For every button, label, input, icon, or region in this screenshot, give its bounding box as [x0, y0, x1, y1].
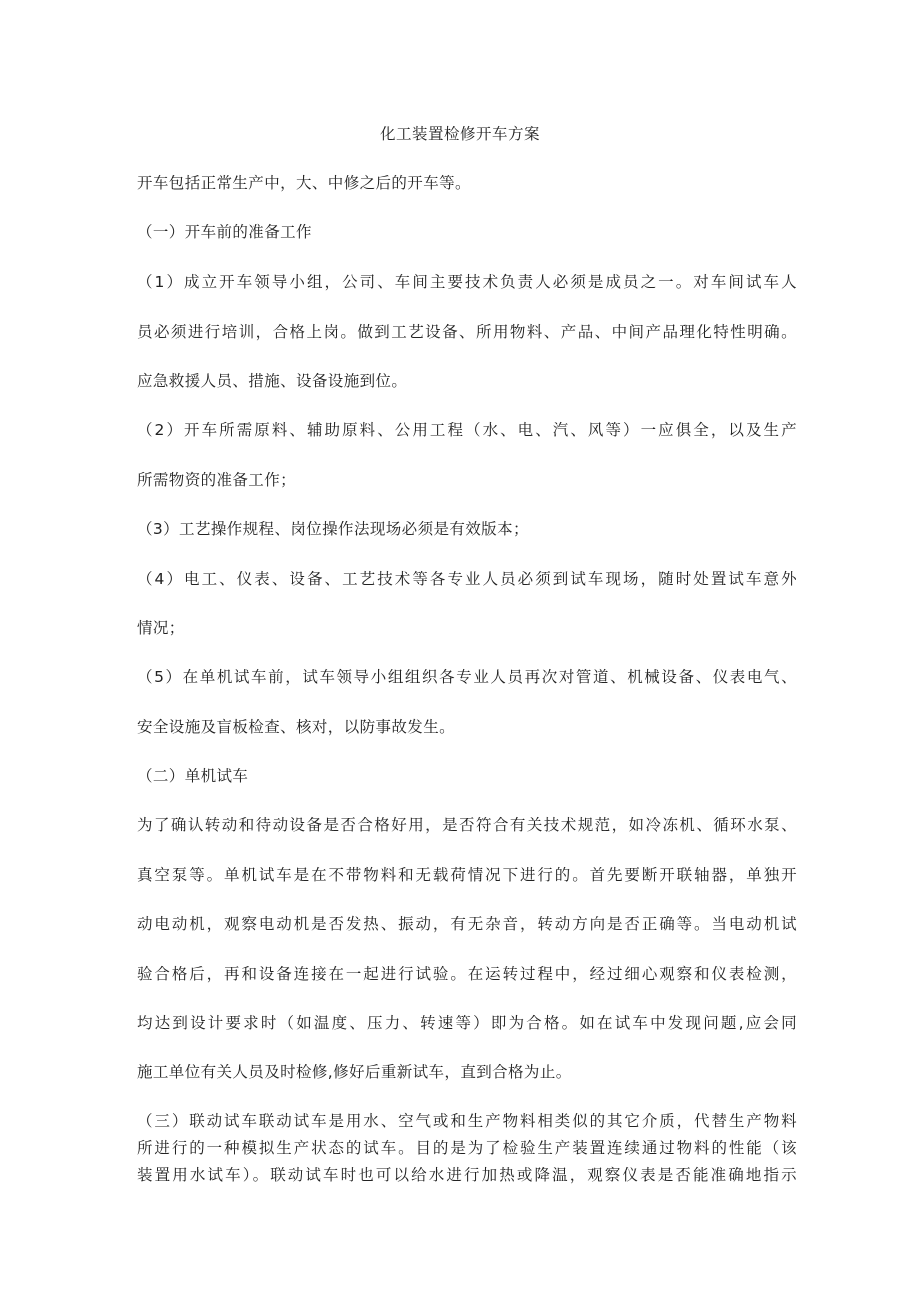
paragraph-intro: 开车包括正常生产中，大、中修之后的开车等。 — [137, 174, 471, 192]
paragraph-line: （3）工艺操作规程、岗位操作法现场必须是有效版本； — [137, 520, 529, 538]
paragraph-line: 安全设施及盲板检查、核对，以防事故发生。 — [137, 718, 456, 736]
paragraph-line: 均达到设计要求时（如温度、压力、转速等）即为合格。如在试车中发现问题,应会同 — [137, 1014, 797, 1032]
paragraph-line: （1）成立开车领导小组，公司、车间主要技术负责人必须是成员之一。对车间试车人 — [137, 273, 797, 291]
paragraph-line: 情况； — [137, 619, 185, 637]
paragraph-line: 应急救援人员、措施、设备设施到位。 — [137, 372, 408, 390]
paragraph-line: （2）开车所需原料、辅助原料、公用工程（水、电、汽、风等）一应俱全，以及生产 — [137, 421, 797, 439]
section-heading-2: （二）单机试车 — [137, 767, 249, 785]
paragraph-line: 施工单位有关人员及时检修,修好后重新试车，直到合格为止。 — [137, 1063, 572, 1081]
paragraph-line: 验合格后，再和设备连接在一起进行试验。在运转过程中，经过细心观察和仪表检测， — [137, 965, 797, 983]
paragraph-line: （5）在单机试车前，试车领导小组组织各专业人员再次对管道、机械设备、仪表电气、 — [137, 668, 797, 686]
document-title: 化工装置检修开车方案 — [379, 125, 540, 143]
section-heading-3-paragraph: （三）联动试车联动试车是用水、空气或和生产物料相类似的其它介质，代替生产物料 — [137, 1112, 797, 1130]
section-heading-1: （一）开车前的准备工作 — [137, 223, 312, 241]
paragraph-line: 为了确认转动和待动设备是否合格好用，是否符合有关技术规范，如冷冻机、循环水泵、 — [137, 816, 797, 834]
paragraph-line: 员必须进行培训，合格上岗。做到工艺设备、所用物料、产品、中间产品理化特性明确。 — [137, 323, 797, 341]
paragraph-line: （4）电工、仪表、设备、工艺技术等各专业人员必须到试车现场，随时处置试车意外 — [137, 570, 797, 588]
paragraph-line: 所需物资的准备工作； — [137, 471, 297, 489]
paragraph-line: 动电动机，观察电动机是否发热、振动，有无杂音，转动方向是否正确等。当电动机试 — [137, 915, 797, 933]
paragraph-line: 装置用水试车）。联动试车时也可以给水进行加热或降温，观察仪表是否能准确地指示 — [137, 1166, 797, 1184]
paragraph-line: 真空泵等。单机试车是在不带物料和无载荷情况下进行的。首先要断开联轴器，单独开 — [137, 866, 797, 884]
paragraph-line: 所进行的一种模拟生产状态的试车。目的是为了检验生产装置连续通过物料的性能（该 — [137, 1139, 797, 1157]
